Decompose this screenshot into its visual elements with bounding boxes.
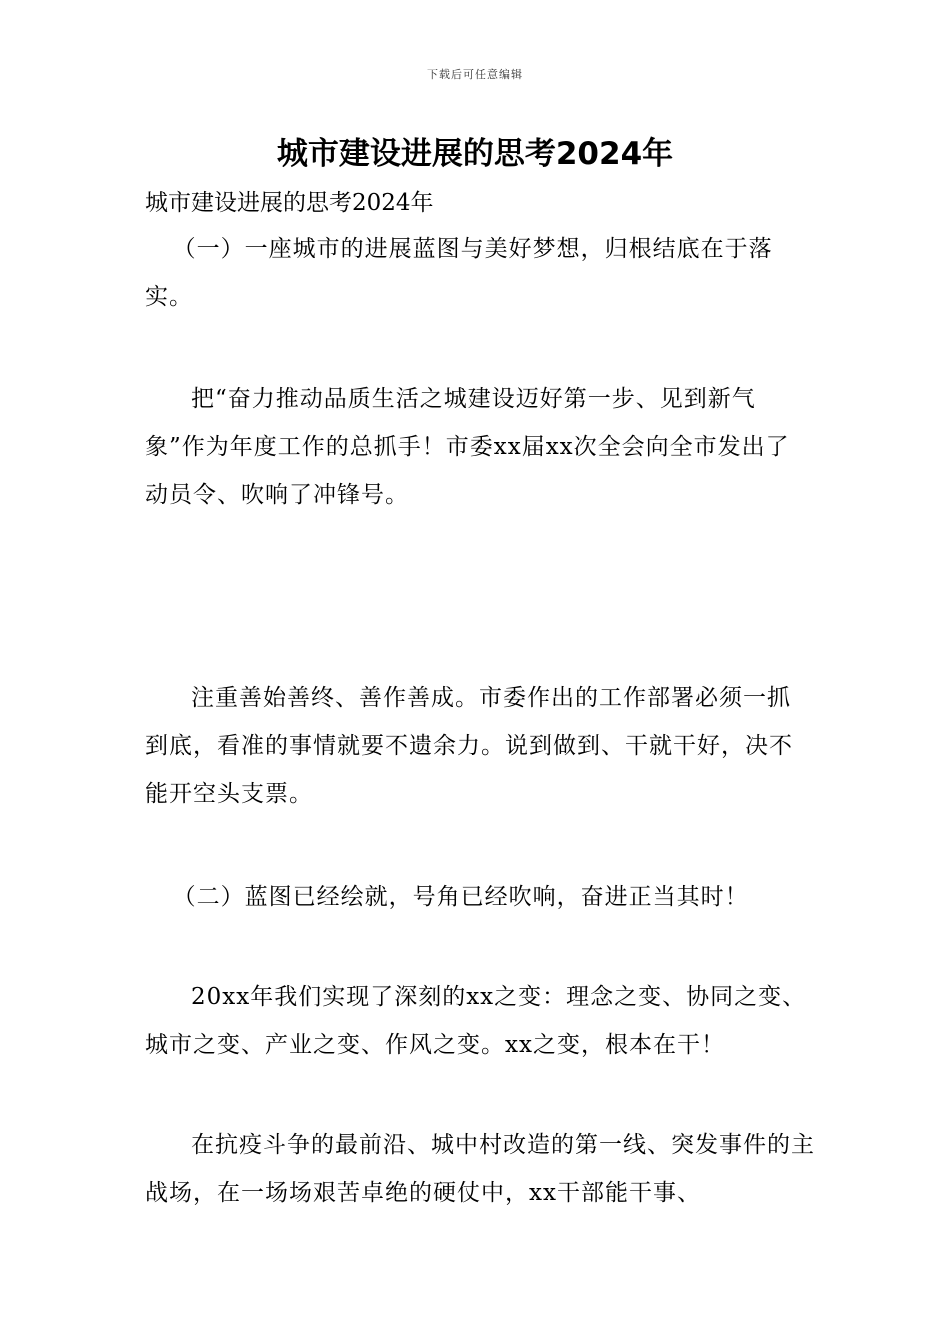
paragraph-section-one-heading: （一）一座城市的进展蓝图与美好梦想，归根结底在于落实。: [145, 236, 773, 310]
paragraph-follow-through: 注重善始善终、善作善成。市委作出的工作部署必须一抓到底，看准的事情就要不遗余力。说到做到、干就干好，决不能开空头支票。: [145, 685, 793, 807]
paragraph-frontline: 在抗疫斗争的最前沿、城中村改造的第一线、突发事件的主战场，在一场场艰苦卓绝的硬仗中，xx干部能干事、: [145, 1132, 815, 1206]
document-title: 城市建设进展的思考2024年: [276, 136, 674, 172]
paragraph-changes: 20xx年我们实现了深刻的xx之变：理念之变、协同之变、城市之变、产业之变、作风之变。xx之变，根本在干！: [145, 984, 807, 1058]
paragraph-section-two-heading: （二）蓝图已经绘就，号角已经吹响，奋进正当其时！: [172, 884, 749, 910]
paragraph-annual-goal: 把“奋力推动品质生活之城建设迈好第一步、见到新气象”作为年度工作的总抓手！市委xx届xx次全会向全市发出了动员令、吹响了冲锋号。: [145, 386, 790, 508]
header-note: 下载后可任意编辑: [427, 68, 523, 81]
document-subtitle: 城市建设进展的思考2024年: [145, 190, 434, 216]
